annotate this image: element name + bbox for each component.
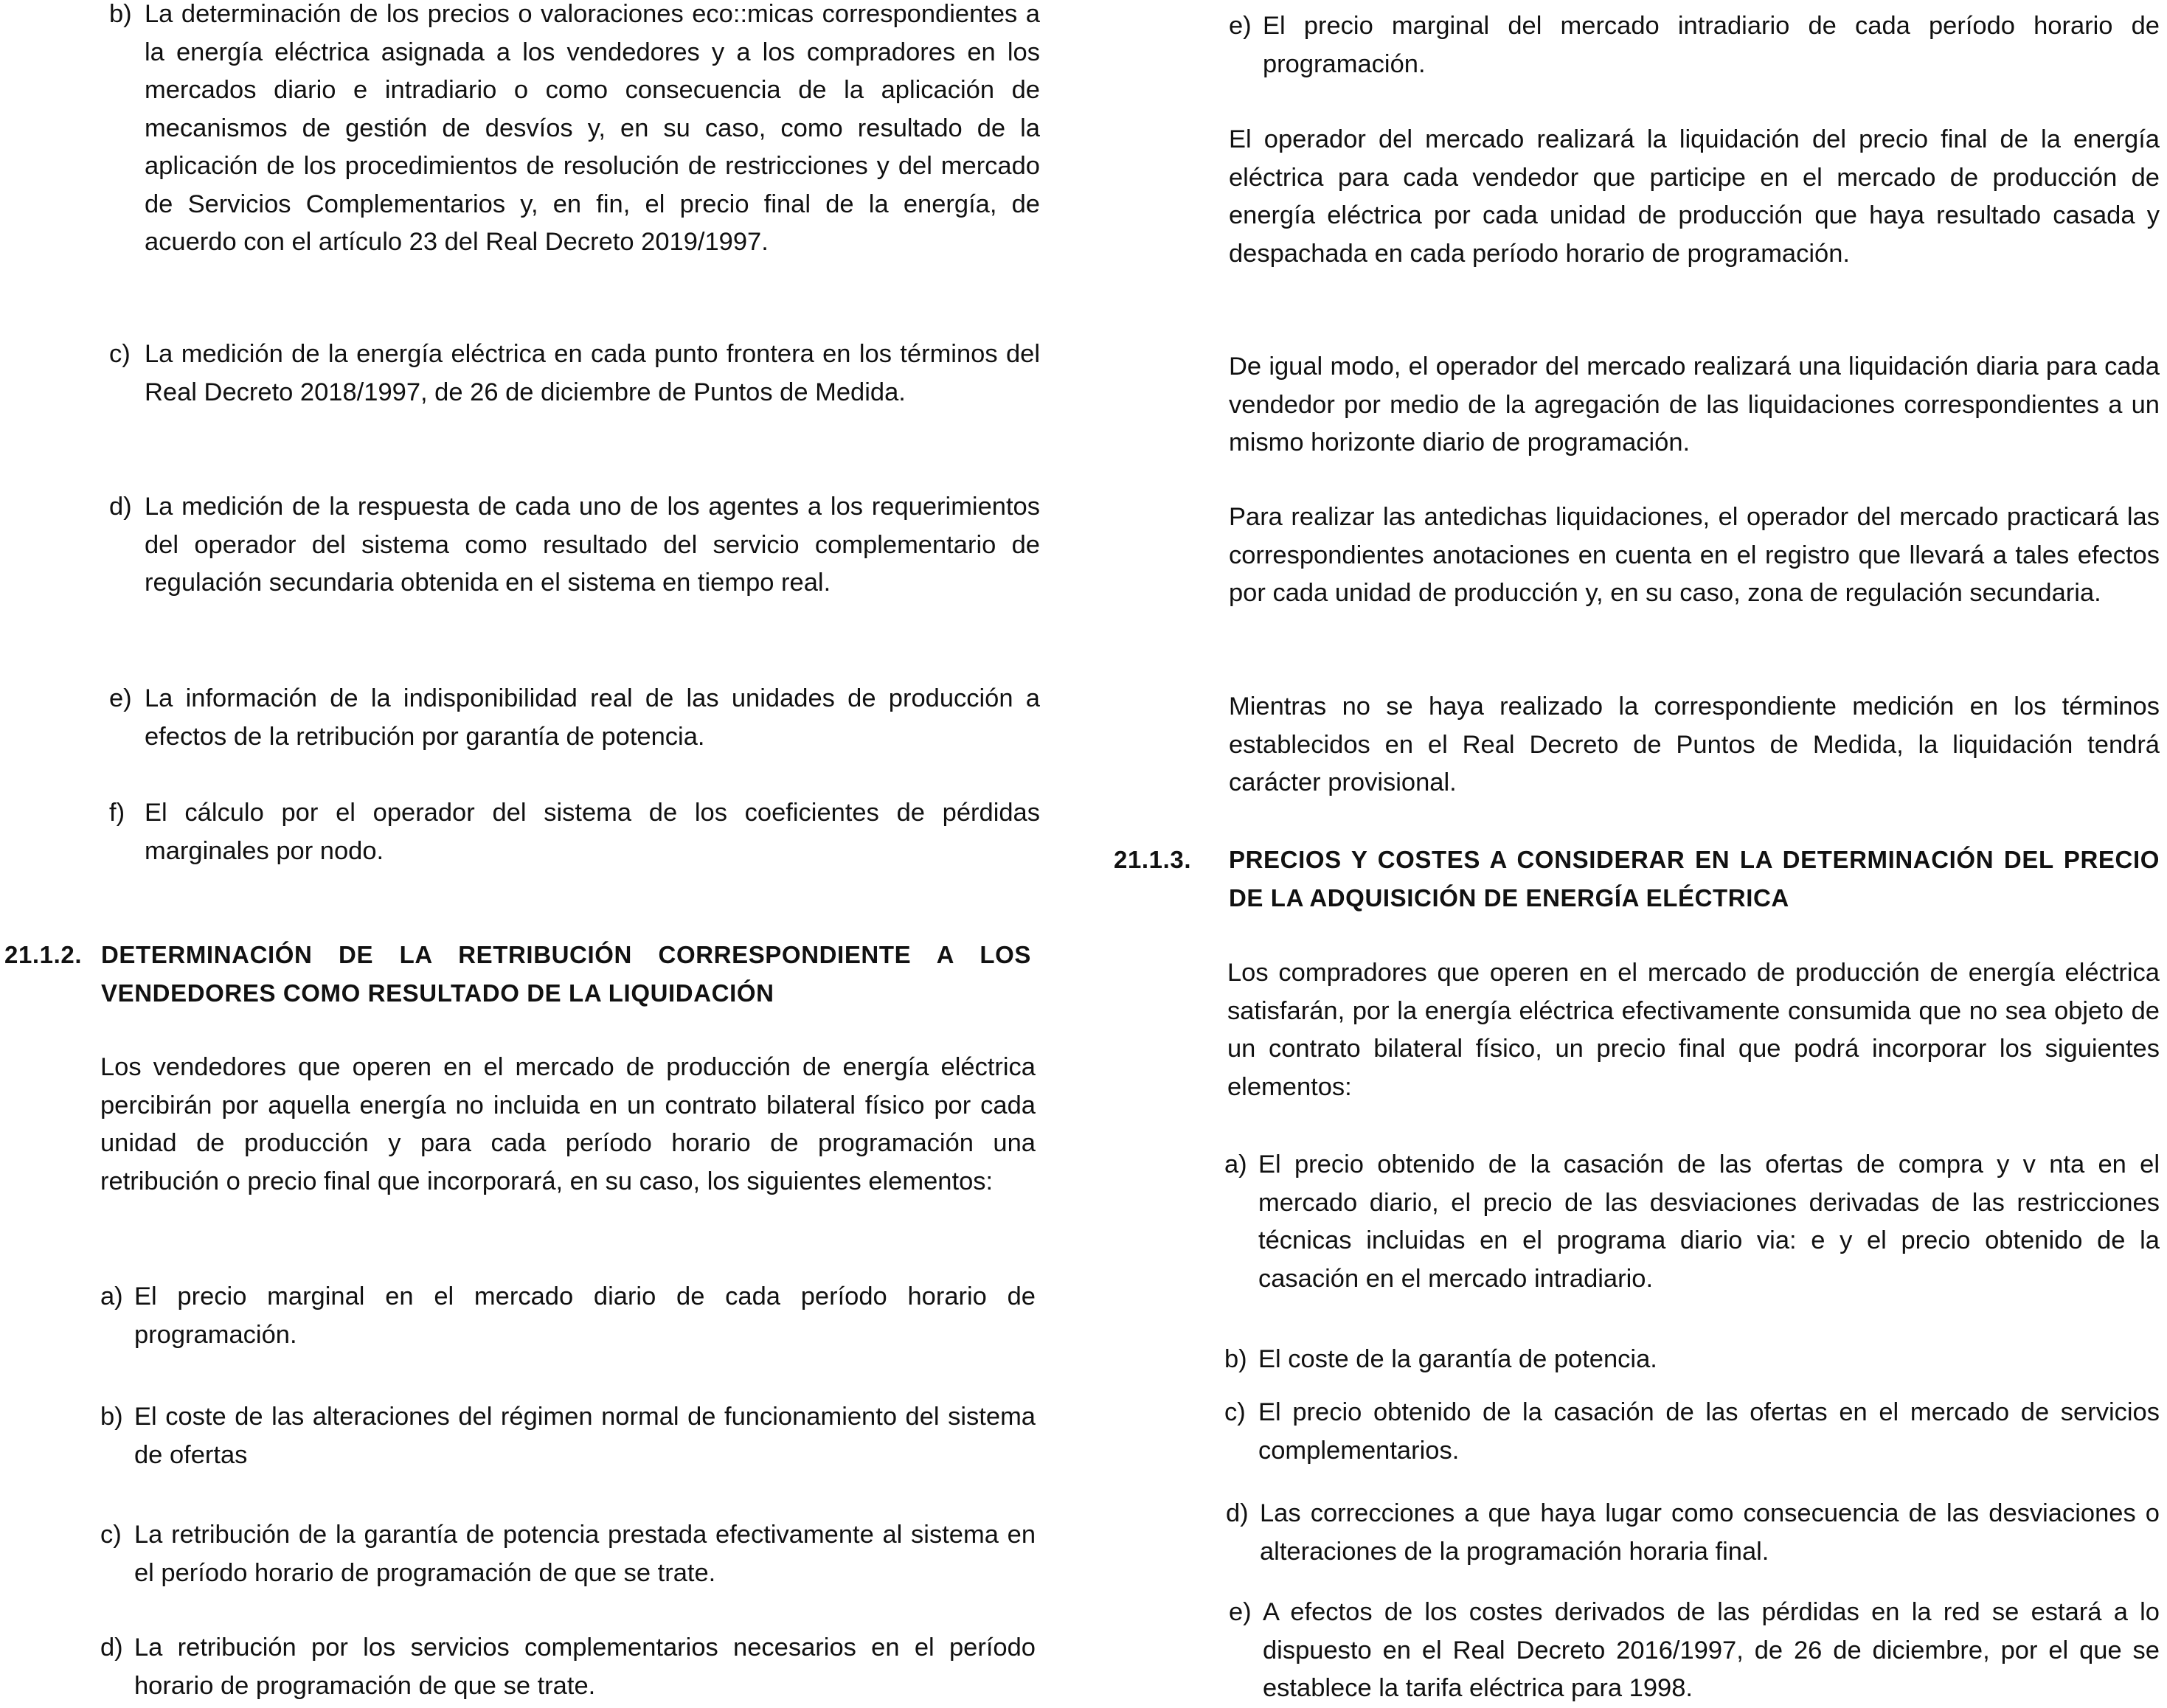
list-marker: f)	[109, 799, 125, 827]
paragraph: Los vendedores que operen en el mercado de producción de energía eléctrica percibirán por aquella energía no incluida en un contrato bilateral físico por cada unidad de producción y para cada período horario de programación una retribución o precio final que incorporará, en su caso, los siguientes elementos:	[100, 1053, 1036, 1195]
list-item-text: El coste de la garantía de potencia.	[1258, 1345, 1657, 1373]
list-item	[100, 1398, 1036, 1474]
list-marker: e)	[109, 684, 132, 712]
paragraph: De igual modo, el operador del mercado realizará una liquidación diaria para cada vendedor por medio de la agregación de las liquidaciones correspondientes a un mismo horizonte diario de programación.	[1229, 353, 2160, 456]
section-number: 21.1.3.	[1114, 846, 1192, 873]
section-title: DETERMINACIÓN DE LA RETRIBUCIÓN CORRESPONDIENTE A LOS VENDEDORES COMO RESULTADO DE LA LIQUIDACIÓN	[101, 941, 1031, 1007]
list-item-text: A efectos de los costes derivados de las pérdidas en la red se estará a lo dispuesto en el Real Decreto 2016/1997, de 26 de diciembre, por el que se establece la tarifa eléctrica para 1998.	[1263, 1598, 2160, 1702]
list-item-text: El precio obtenido de la casación de las ofertas en el mercado de servicios complementarios.	[1258, 1398, 2160, 1465]
list-item	[109, 680, 1040, 756]
paragraph: Los compradores que operen en el mercado de producción de energía eléctrica satisfarán, por la energía eléctrica efectivamente consumida que no sea objeto de un contrato bilateral físico, un precio final que podrá incorporar los siguientes elementos:	[1227, 959, 2160, 1101]
section-heading	[1114, 841, 2160, 917]
list-item-text: El cálculo por el operador del sistema de los coeficientes de pérdidas marginales por nodo.	[145, 799, 1040, 865]
list-item-text: La retribución de la garantía de potencia prestada efectivamente al sistema en el período horario de programación de que se trate.	[134, 1521, 1036, 1587]
section-number: 21.1.2.	[4, 941, 83, 968]
list-item	[1229, 7, 2160, 83]
list-marker: c)	[109, 340, 131, 368]
section-title: PRECIOS Y COSTES A CONSIDERAR EN LA DETERMINACIÓN DEL PRECIO DE LA ADQUISICIÓN DE ENERGÍA ELÉCTRICA	[1229, 846, 2160, 912]
section-heading	[4, 936, 1031, 1012]
list-item	[1224, 1394, 2160, 1470]
list-marker: a)	[100, 1282, 123, 1310]
list-marker: c)	[100, 1521, 122, 1549]
list-marker: d)	[109, 493, 132, 521]
list-item-text: La retribución por los servicios complementarios necesarios en el período horario de programación de que se trate.	[134, 1634, 1036, 1700]
list-item	[1224, 1341, 2160, 1379]
list-item-text: La determinación de los precios o valoraciones eco::micas correspondientes a la energía eléctrica asignada a los vendedores y a los compradores en los mercados diario e intradiario o como consecuencia de la aplicación de mecanismos de gestión de desvíos y, en su caso, como resultado de la aplicación de los procedimientos de resolución de restricciones y del mercado de Servicios Complementarios y, en fin, el precio final de la energía, de acuerdo con el artículo 23 del Real Decreto 2019/1997.	[145, 0, 1040, 256]
list-item-text: Las correcciones a que haya lugar como consecuencia de las desviaciones o alteraciones de la programación horaria final.	[1260, 1499, 2160, 1566]
list-item	[1226, 1495, 2160, 1571]
list-marker: d)	[100, 1634, 123, 1662]
list-marker: e)	[1229, 1598, 1252, 1626]
list-item-text: La medición de la energía eléctrica en cada punto frontera en los términos del Real Decreto 2018/1997, de 26 de diciembre de Puntos de Medida.	[145, 340, 1040, 406]
list-item-text: El precio marginal en el mercado diario de cada período horario de programación.	[134, 1282, 1036, 1349]
list-item-text: El precio obtenido de la casación de las ofertas de compra y v nta en el mercado diario, el precio de las desviaciones derivadas de las restricciones técnicas incluidas en el programa diario via: e y el precio obtenido de la casación en el mercado intradiario.	[1258, 1150, 2160, 1293]
list-item	[109, 0, 1040, 262]
list-item-text: El precio marginal del mercado intradiario de cada período horario de programación.	[1263, 12, 2160, 78]
paragraph: Mientras no se haya realizado la correspondiente medición en los términos establecidos en el Real Decreto de Puntos de Medida, la liquidación tendrá carácter provisional.	[1229, 692, 2160, 796]
list-marker: e)	[1229, 12, 1252, 40]
list-item-text: La información de la indisponibilidad real de las unidades de producción a efectos de la retribución por garantía de potencia.	[145, 684, 1040, 751]
list-item	[100, 1629, 1036, 1705]
list-item	[109, 794, 1040, 870]
paragraph: El operador del mercado realizará la liquidación del precio final de la energía eléctrica para cada vendedor que participe en el mercado de producción de energía eléctrica por cada unidad de producción que haya resultado casada y despachada en cada período horario de programación.	[1229, 125, 2160, 268]
paragraph: Para realizar las antedichas liquidaciones, el operador del mercado practicará las correspondientes anotaciones en cuenta en el registro que llevará a tales efectos por cada unidad de producción y, en su caso, zona de regulación secundaria.	[1229, 503, 2160, 607]
list-item-text: La medición de la respuesta de cada uno de los agentes a los requerimientos del operador del sistema como resultado del servicio complementario de regulación secundaria obtenida en el sistema en tiempo real.	[145, 493, 1040, 597]
list-marker: c)	[1224, 1398, 1246, 1426]
list-item	[109, 336, 1040, 412]
list-marker: b)	[100, 1403, 123, 1431]
list-marker: b)	[1224, 1345, 1247, 1373]
list-item	[1229, 1594, 2160, 1708]
list-item	[100, 1278, 1036, 1354]
list-item	[1224, 1146, 2160, 1298]
list-item	[109, 488, 1040, 603]
list-marker: b)	[109, 0, 132, 28]
list-marker: d)	[1226, 1499, 1249, 1527]
list-item	[100, 1516, 1036, 1592]
list-marker: a)	[1224, 1150, 1247, 1178]
list-item-text: El coste de las alteraciones del régimen normal de funcionamiento del sistema de ofertas	[134, 1403, 1036, 1469]
